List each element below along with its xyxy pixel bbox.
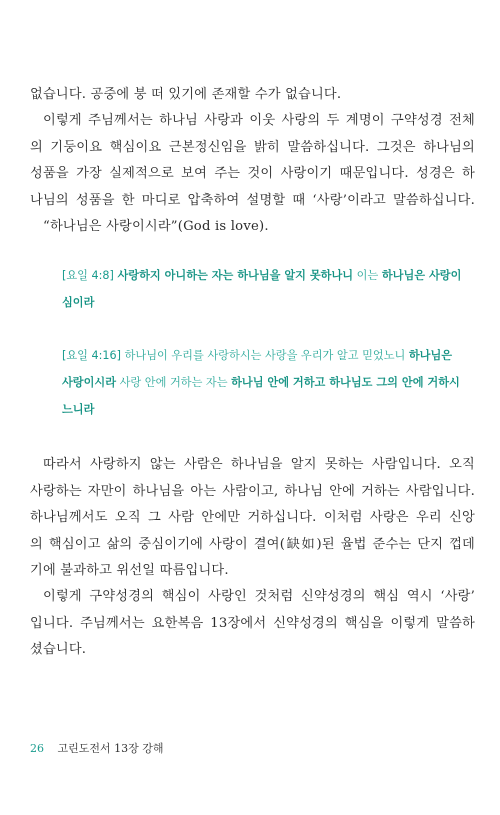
text-line: 의 기둥이요 핵심이요 근본정신임을 밝히 말씀하십니다. 그것은 하나님의 [30,139,475,155]
quote-line [62,342,462,369]
paragraph-old-testament-love [30,108,475,241]
quote-line [62,396,462,423]
text-line: 하나님께서도 오직 그 사람 안에만 거하십니다. 이처럼 사랑은 우리 신앙 [30,510,475,525]
book-title: 고린도전서 13장 강해 [57,742,164,755]
quote-emphasis: 하나님 안에 거하고 하나님도 그의 안에 거하시 [231,376,460,389]
page-footer [30,740,164,756]
text-line: 셨습니다. [30,642,87,657]
text-line: 이렇게 구약성경의 핵심이 사랑인 것처럼 신약성경의 핵심 역시 ‘사랑’ [43,589,475,604]
quote-emphasis: 사랑이시라 [62,376,117,389]
text-line: 없습니다. 공중에 붕 떠 있기에 존재할 수가 없습니다. [30,87,342,102]
scripture-reference: [요일 4:8] [62,269,114,282]
text-line: 기에 불과하고 위선일 따름입니다. [30,563,229,578]
quote-line [62,369,462,396]
quote-emphasis: 사랑하지 아니하는 자는 하나님을 알지 못하나니 [117,269,354,282]
text-line: 나님의 성품을 한 마디로 압축하여 설명할 때 ‘사랑’이라고 말씀하십니다. [30,192,475,208]
text-line: 의 핵심이고 삶의 중심이기에 사랑이 결여(缺如)된 율법 준수는 단지 껍데 [30,536,475,552]
text-line: 입니다. 주님께서는 요한복음 13장에서 신약성경의 핵심을 이렇게 말씀하 [30,615,475,631]
paragraph-new-testament-love [30,584,475,664]
page-number: 26 [30,742,44,755]
quote-text: 하나님이 우리를 사랑하시는 사랑을 우리가 알고 믿었노니 [124,349,406,362]
quote-emphasis: 느니라 [62,403,95,416]
text-line: 성품을 가장 실제적으로 보여 주는 것이 사랑이기 때문입니다. 성경은 하 [30,166,475,181]
quote-emphasis: 하나님은 사랑이 [381,269,462,282]
quote-line [62,289,462,316]
paragraph-continuation [30,82,475,109]
quote-line [62,262,462,289]
quote-emphasis: 심이라 [62,296,95,309]
text-line: “하나님은 사랑이시라”(God is love). [43,219,269,234]
paragraph-love-core-of-faith [30,452,475,585]
quote-text: 사랑 안에 거하는 자는 [119,376,228,389]
text-line: 사랑하는 자만이 하나님을 아는 사람이고, 하나님 안에 거하는 사람입니다. [30,483,475,499]
text-line: 따라서 사랑하지 않는 사람은 하나님을 알지 못하는 사람입니다. 오직 [43,457,475,472]
scripture-quote-1john-4-16 [62,342,462,423]
quote-emphasis: 하나님은 [408,349,453,362]
scripture-reference: [요일 4:16] [62,349,122,362]
text-line: 이렇게 주님께서는 하나님 사랑과 이웃 사랑의 두 계명이 구약성경 전체 [43,113,475,128]
scripture-quote-1john-4-8 [62,262,462,316]
quote-text: 이는 [356,269,379,282]
